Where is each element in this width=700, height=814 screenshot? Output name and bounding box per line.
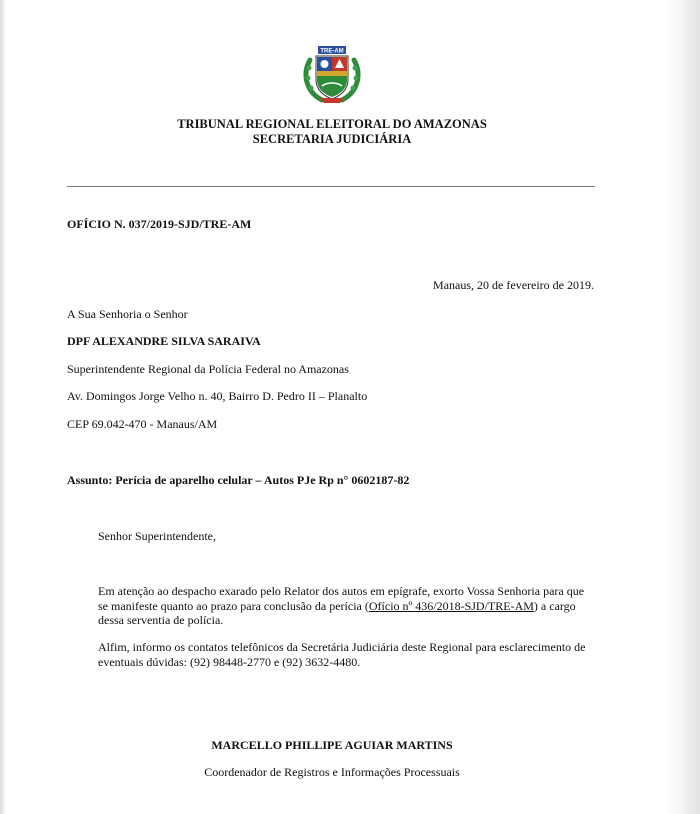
recipient-title: Superintendente Regional da Polícia Federal no Amazonas xyxy=(67,362,349,376)
coat-of-arms-icon xyxy=(300,42,364,106)
signer-name: MARCELLO PHILLIPE AGUIAR MARTINS xyxy=(211,738,453,752)
body-paragraph-1-start: Em atenção ao despacho exarado pelo Relator dos autos em epígrafe, exorto Vossa Senhoria para que se manifeste quanto ao prazo para conclusão da perícia ( xyxy=(98,584,585,613)
header-divider xyxy=(67,186,595,187)
body-paragraph-1 xyxy=(98,584,593,628)
body-paragraph-1-end: ) a cargo dessa serventia de polícia. xyxy=(98,598,576,627)
salutation-to: A Sua Senhoria o Senhor xyxy=(67,307,188,321)
body-paragraph-2: Alfim, informo os contatos telefônicos da Secretária Judiciária deste Regional para esclarecimento de eventuais dúvidas: (92) 98448-2770 e (92) 3632-4480. xyxy=(98,640,586,669)
document-number: OFÍCIO N. 037/2019-SJD/TRE-AM xyxy=(67,217,252,231)
page-shadow-right xyxy=(666,0,700,814)
place-date: Manaus, 20 de fevereiro de 2019. xyxy=(433,278,594,292)
recipient-cep: CEP 69.042-470 - Manaus/AM xyxy=(67,417,218,431)
signer-role: Coordenador de Registros e Informações Processuais xyxy=(204,765,460,779)
subject-line: Assunto: Perícia de aparelho celular – Autos PJe Rp n° 0602187-82 xyxy=(67,473,410,487)
department-title: SECRETARIA JUDICIÁRIA xyxy=(252,132,412,146)
recipient-name: DPF ALEXANDRE SILVA SARAIVA xyxy=(67,334,261,348)
institution-title: TRIBUNAL REGIONAL ELEITORAL DO AMAZONAS xyxy=(177,117,487,131)
crest-banner-text: TRE-AM xyxy=(320,48,344,55)
referenced-oficio-link: Ofício nº 436/2018-SJD/TRE-AM xyxy=(368,598,534,613)
recipient-address: Av. Domingos Jorge Velho n. 40, Bairro D. Pedro II – Planalto xyxy=(67,389,368,403)
greeting: Senhor Superintendente, xyxy=(98,529,216,543)
